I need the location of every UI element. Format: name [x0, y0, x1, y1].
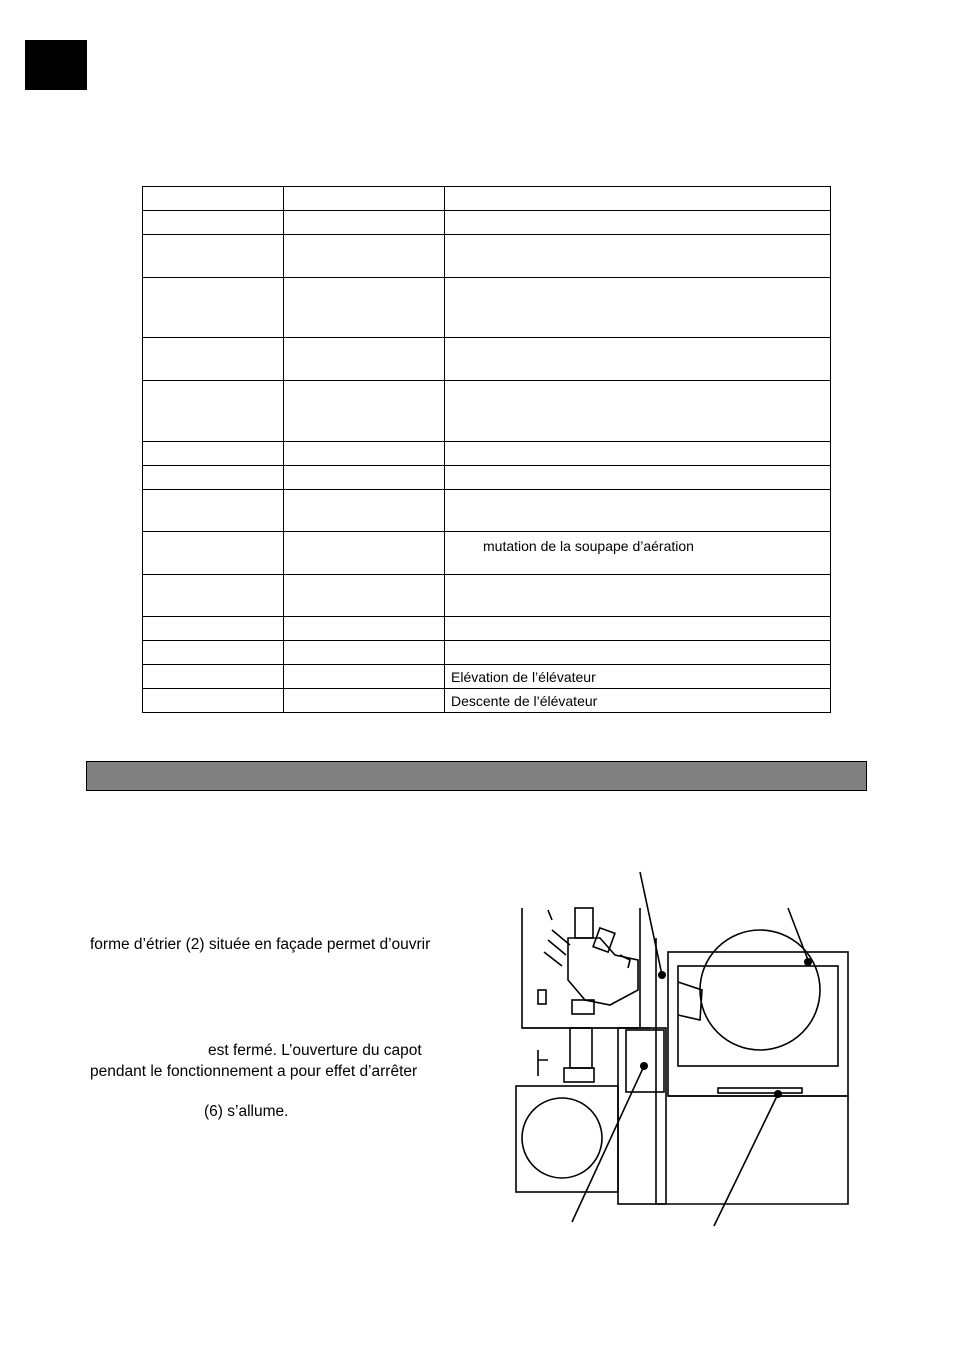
table-row [143, 689, 831, 713]
table-cell [445, 278, 831, 338]
pointer-dot [774, 1090, 782, 1098]
table-cell [143, 617, 284, 641]
table-cell [143, 381, 284, 442]
vapor-duct [568, 938, 638, 1005]
table-cell [143, 575, 284, 617]
table-cell [143, 490, 284, 532]
pointer-dot [640, 1062, 648, 1070]
pointer-dot [804, 958, 812, 966]
table-cell [445, 381, 831, 442]
table-row [143, 278, 831, 338]
table-cell [284, 490, 445, 532]
table-cell [284, 617, 445, 641]
table-cell [284, 278, 445, 338]
body-text-line: forme d’étrier (2) située en façade permet d’ouvrir [90, 936, 431, 953]
table-cell [284, 689, 445, 713]
glassware-frame [522, 908, 640, 1028]
table-cell [143, 466, 284, 490]
table-row [143, 466, 831, 490]
table-cell: Descente de l’élévateur [445, 689, 831, 713]
table-row [143, 235, 831, 278]
table-cell [143, 211, 284, 235]
table-row [143, 532, 831, 575]
body-text-line: est fermé. L’ouverture du capot [208, 1042, 422, 1059]
table-cell [143, 442, 284, 466]
table-row [143, 442, 831, 466]
table-cell [284, 235, 445, 278]
table-cell: Elévation de l’élévateur [445, 665, 831, 689]
body-text-line: (6) s’allume. [204, 1103, 289, 1120]
condenser [575, 908, 593, 938]
table-cell: mutation de la soupape d’aération [445, 532, 831, 575]
table-cell [445, 187, 831, 211]
table-cell [445, 211, 831, 235]
table-cell [284, 532, 445, 575]
lift-handle [718, 1088, 802, 1093]
display-panel [626, 1030, 664, 1092]
table-row [143, 338, 831, 381]
section-header-bar [86, 761, 867, 791]
table-cell [445, 466, 831, 490]
connector-tubes [544, 930, 570, 966]
rotary-evaporator-diagram [490, 860, 860, 1230]
table-cell [143, 338, 284, 381]
table-row [143, 490, 831, 532]
table-row [143, 641, 831, 665]
receiving-neck [570, 1028, 592, 1068]
evaporating-flask [700, 930, 820, 1050]
table-cell [143, 278, 284, 338]
table-cell [143, 665, 284, 689]
leader-line [572, 1066, 644, 1222]
table-cell [143, 187, 284, 211]
table-cell [284, 187, 445, 211]
table-cell [284, 466, 445, 490]
table-row [143, 211, 831, 235]
table-cell [445, 442, 831, 466]
table-cell [445, 575, 831, 617]
pointer-dot [658, 971, 666, 979]
table-row [143, 187, 831, 211]
table-cell [445, 641, 831, 665]
table-cell [445, 617, 831, 641]
table-cell [143, 689, 284, 713]
table-cell [284, 338, 445, 381]
table-cell [445, 338, 831, 381]
command-table [142, 186, 831, 713]
table-cell [284, 665, 445, 689]
bath-housing [668, 952, 848, 1096]
leader-line [714, 1094, 778, 1226]
table-row [143, 575, 831, 617]
table-cell [143, 641, 284, 665]
table-cell [284, 442, 445, 466]
leader-line [640, 872, 662, 975]
table-cell [445, 490, 831, 532]
table-cell [143, 235, 284, 278]
body-text-line: pendant le fonctionnement a pour effet d’arrêter [90, 1063, 418, 1080]
table-cell [445, 235, 831, 278]
table-row [143, 617, 831, 641]
table-cell [284, 575, 445, 617]
table-row [143, 381, 831, 442]
table-row [143, 665, 831, 689]
table-cell [284, 381, 445, 442]
table-cell [143, 532, 284, 575]
table-cell [284, 211, 445, 235]
table-cell [284, 641, 445, 665]
receiving-flask [522, 1098, 602, 1178]
corner-tab-block [25, 40, 87, 90]
